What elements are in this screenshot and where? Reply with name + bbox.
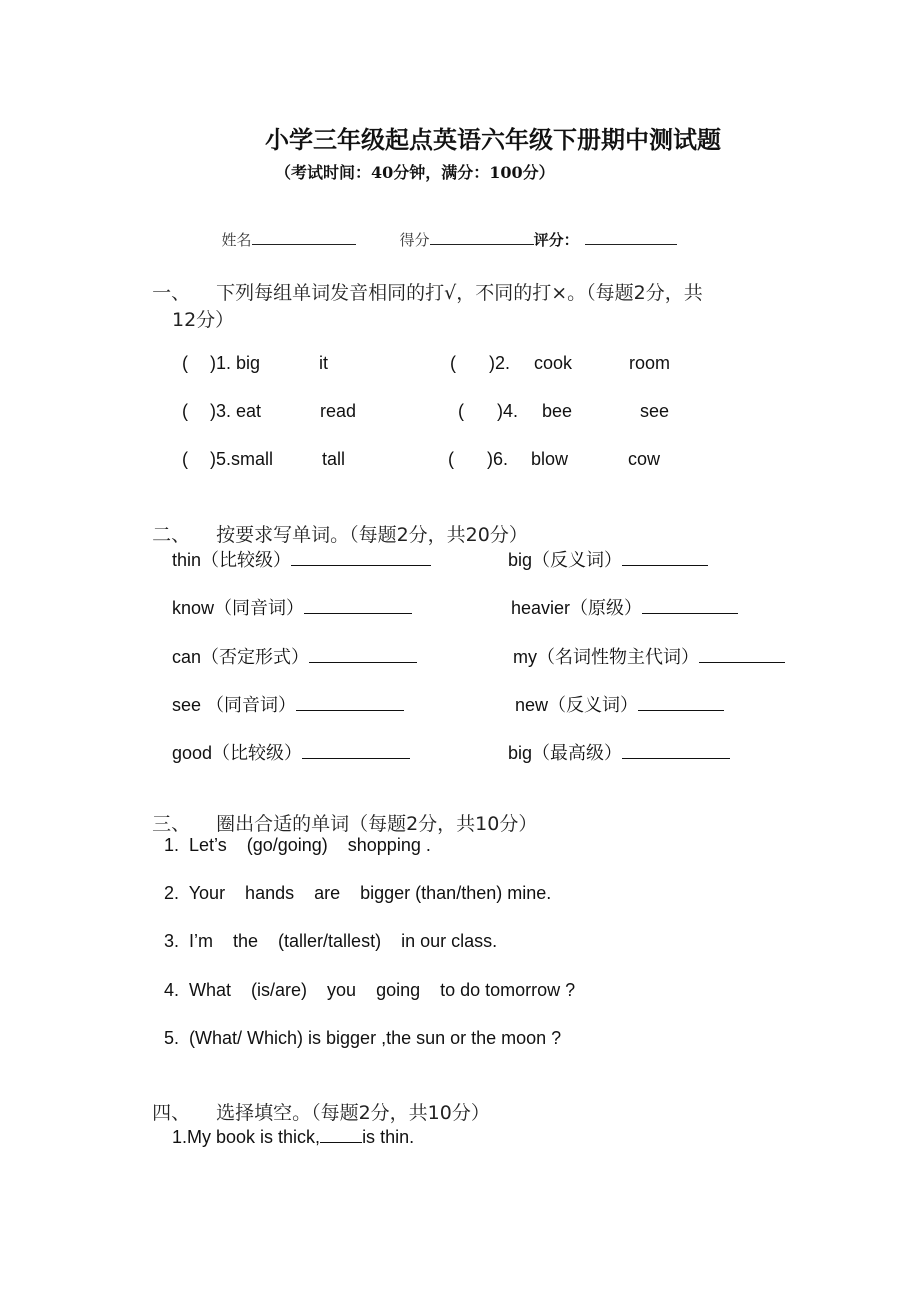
answer-blank[interactable] xyxy=(638,692,724,711)
word-item: good（比较级） xyxy=(172,739,410,765)
section-1-heading xyxy=(140,256,703,305)
section-number: 四、 xyxy=(152,1102,191,1124)
answer-paren: ( xyxy=(458,401,464,421)
word-item: big（反义词） xyxy=(508,546,708,572)
answer-blank[interactable] xyxy=(302,740,410,759)
answer-blank[interactable] xyxy=(642,595,738,614)
pronunciation-item-1 xyxy=(182,353,188,374)
word-item: big（最高级） xyxy=(508,739,730,765)
answer-blank[interactable] xyxy=(291,547,431,566)
answer-blank[interactable] xyxy=(622,740,730,759)
score-field[interactable] xyxy=(390,211,677,250)
score-label: 得分 xyxy=(399,231,430,249)
section-instruction: 按要求写单词。（每题2分，共20分） xyxy=(216,524,528,546)
section-instruction: 圈出合适的单词（每题2分，共10分） xyxy=(216,813,538,835)
word-item: new（反义词） xyxy=(515,691,724,717)
exam-info: （考试时间：40分钟，满分：100分） xyxy=(275,163,555,182)
item-word2: read xyxy=(320,401,357,421)
answer-blank[interactable] xyxy=(309,644,417,663)
item-word1: cook xyxy=(534,353,573,373)
item-label: )1. big xyxy=(210,353,261,373)
page-title: 小学三年级起点英语六年级下册期中测试题 xyxy=(265,125,721,154)
item-word2: see xyxy=(640,401,670,421)
word-item: my（名词性物主代词） xyxy=(513,643,785,669)
answer-blank[interactable] xyxy=(622,547,708,566)
item-label: )2. xyxy=(489,353,511,373)
answer-paren: ( xyxy=(448,449,454,469)
item-word2: room xyxy=(629,353,671,373)
section-instruction: 选择填空。（每题2分，共10分） xyxy=(216,1102,490,1124)
answer-paren: ( xyxy=(450,353,456,373)
answer-paren[interactable]: ( xyxy=(182,353,188,373)
score-blank[interactable] xyxy=(430,230,534,245)
item-word1: blow xyxy=(531,449,569,469)
item-label: )5.small xyxy=(210,449,274,469)
circle-item-4[interactable]: 4. What (is/are) you going to do tomorrow ? xyxy=(164,980,576,1000)
word-item: know（同音词） xyxy=(172,594,412,620)
grade-label: 评分： xyxy=(533,231,579,249)
section-2-heading xyxy=(140,498,528,547)
answer-blank[interactable] xyxy=(304,595,412,614)
item-word1: bee xyxy=(542,401,573,421)
word-item: thin（比较级） xyxy=(172,546,431,572)
item-word2: it xyxy=(319,353,328,373)
pronunciation-item-2[interactable] xyxy=(450,353,456,374)
item-label: )3. eat xyxy=(210,401,262,421)
circle-item-3[interactable]: 3. I’m the (taller/tallest) in our class. xyxy=(164,931,498,951)
choice-item-1: 1.My book is thick, is thin. xyxy=(172,1124,414,1148)
word-item: see （同音词） xyxy=(172,691,404,717)
pronunciation-item-4[interactable] xyxy=(458,401,464,422)
word-item: can（否定形式） xyxy=(172,643,417,669)
section-number: 三、 xyxy=(152,813,191,835)
item-word2: tall xyxy=(322,449,346,469)
pronunciation-item-5[interactable] xyxy=(182,449,188,470)
name-blank[interactable] xyxy=(252,230,356,245)
answer-blank[interactable] xyxy=(320,1124,362,1143)
word-item: heavier（原级） xyxy=(511,594,738,620)
item-word2: cow xyxy=(628,449,661,469)
section-number: 一、 xyxy=(152,282,191,304)
grade-blank[interactable] xyxy=(585,230,677,245)
answer-blank[interactable] xyxy=(296,692,404,711)
item-label: )4. xyxy=(497,401,519,421)
pronunciation-item-3[interactable] xyxy=(182,401,188,422)
circle-item-1[interactable]: 1. Let’s (go/going) shopping . xyxy=(164,835,431,855)
circle-item-2[interactable]: 2. Your hands are bigger (than/then) mine. xyxy=(164,883,552,903)
circle-item-5[interactable]: 5. (What/ Which) is bigger ,the sun or the moon ? xyxy=(164,1028,562,1048)
answer-blank[interactable] xyxy=(699,644,785,663)
section-number: 二、 xyxy=(152,524,191,546)
answer-paren: ( xyxy=(182,449,188,469)
section-instruction: 下列每组单词发音相同的打√，不同的打×。（每题2分，共 xyxy=(216,282,703,304)
name-field[interactable] xyxy=(212,211,356,250)
item-label: )6. xyxy=(487,449,509,469)
section-3-heading xyxy=(140,787,537,836)
pronunciation-item-6[interactable] xyxy=(448,449,454,470)
name-label: 姓名 xyxy=(221,231,252,249)
section-4-heading xyxy=(140,1076,490,1125)
answer-paren: ( xyxy=(182,401,188,421)
section-1-instruction-cont: 12分） xyxy=(172,309,235,331)
